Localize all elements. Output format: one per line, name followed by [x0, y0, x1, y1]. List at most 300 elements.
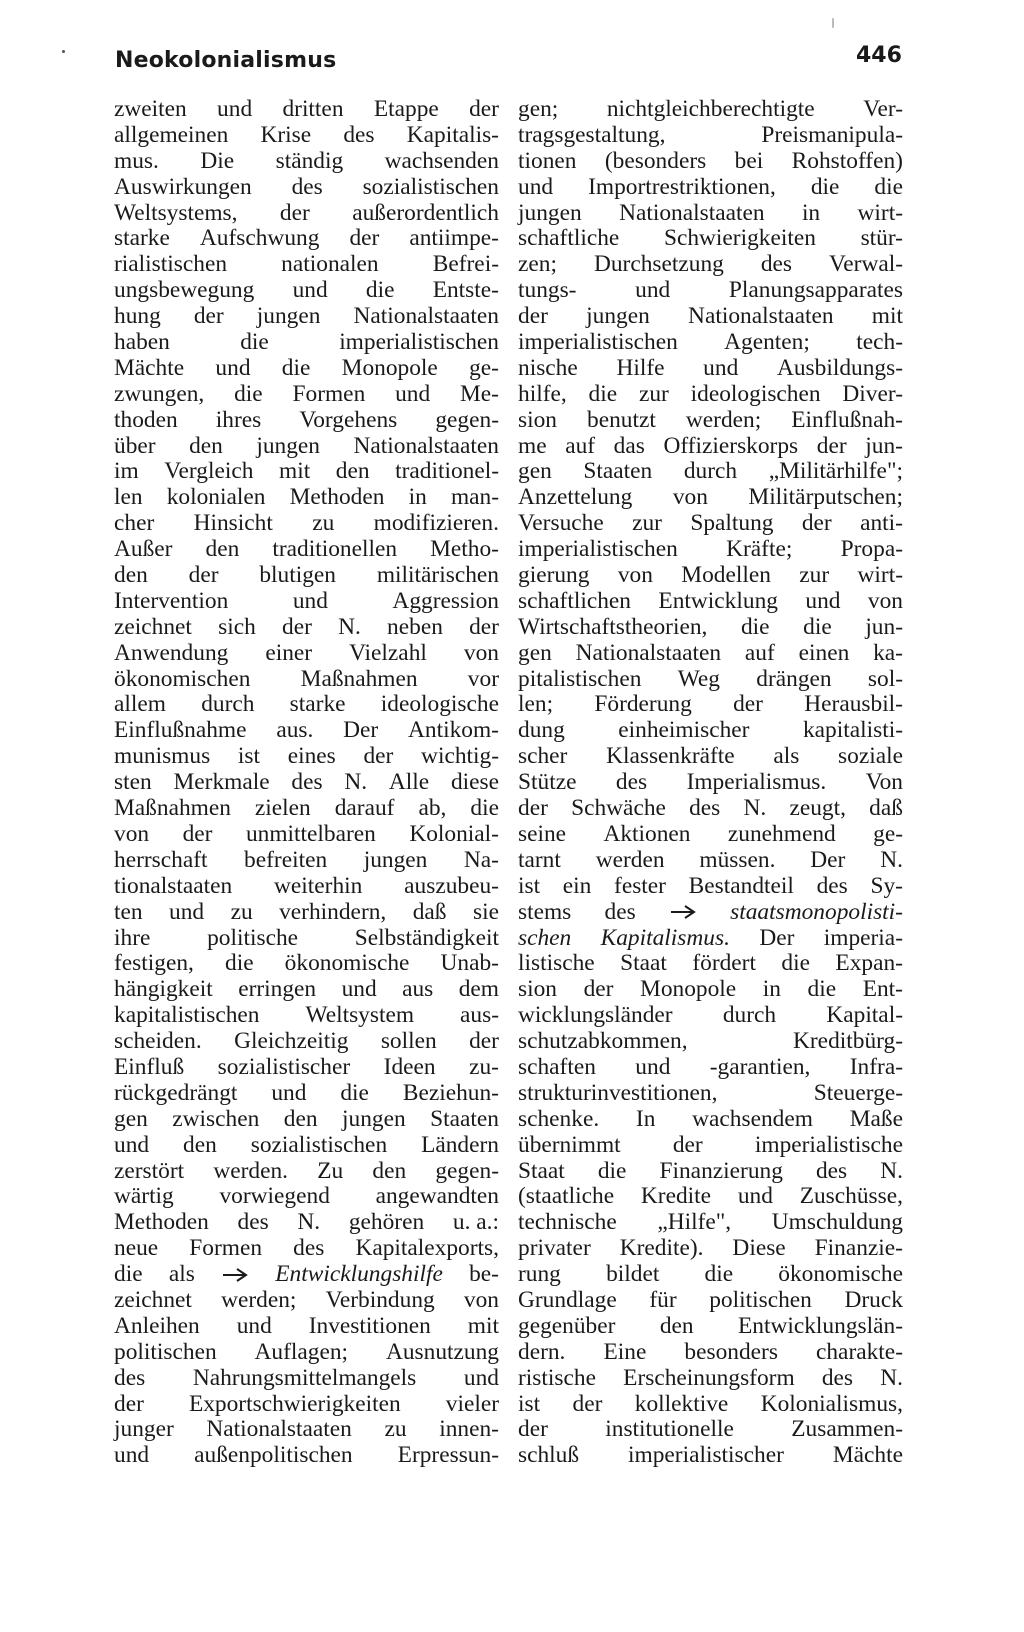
text-line — [114, 1184, 499, 1210]
word: und — [114, 1442, 150, 1469]
word: der — [114, 1390, 144, 1417]
text-line — [518, 1314, 903, 1340]
word: traditionel- — [395, 458, 499, 485]
word: imperialistischen — [518, 536, 678, 563]
word: Imperialismus. — [686, 769, 827, 796]
word: der — [282, 613, 312, 640]
word: Monopole — [341, 354, 438, 381]
word: len — [114, 484, 143, 511]
word: Kapital- — [826, 1002, 903, 1029]
word: Nationalstaaten — [619, 199, 765, 226]
word: neben — [387, 613, 443, 640]
word: einer — [265, 639, 313, 666]
text-line — [518, 1107, 903, 1133]
word: werden; — [685, 406, 762, 433]
word: Zusammen- — [791, 1416, 903, 1443]
text-line — [114, 459, 499, 485]
word: Der — [343, 717, 379, 744]
word: von — [867, 587, 903, 614]
word: Einflußnahme — [114, 717, 247, 744]
word: als — [773, 743, 800, 770]
word: werden; — [221, 1286, 297, 1313]
text-line — [114, 692, 499, 718]
text-line — [518, 201, 903, 227]
word: Intervention — [114, 587, 229, 614]
word: Methoden — [114, 1209, 209, 1236]
word: verhindern, — [279, 898, 387, 925]
word: „Hilfe", — [657, 1209, 732, 1236]
text-line — [518, 175, 903, 201]
text-line — [114, 848, 499, 874]
word: mus. — [114, 147, 159, 174]
text-line — [518, 459, 903, 485]
word: stür- — [860, 225, 903, 252]
word: wirt- — [857, 562, 903, 589]
text-line — [518, 926, 903, 952]
word: ist — [518, 872, 541, 899]
word: befreiten — [244, 846, 328, 873]
word: militärischen — [376, 562, 499, 589]
word: ist — [237, 743, 260, 770]
word: fördert — [692, 950, 756, 977]
text-line — [518, 589, 903, 615]
word: N. — [338, 613, 361, 640]
word: scheiden. — [114, 1028, 202, 1055]
text-line — [518, 744, 903, 770]
word: Eine — [603, 1338, 647, 1365]
word: Druck — [844, 1286, 903, 1313]
word: der — [349, 225, 380, 252]
word: gen; — [518, 96, 559, 122]
word: der — [279, 199, 310, 226]
word: einen — [798, 639, 850, 666]
text-line — [114, 1314, 499, 1340]
word: gehören — [348, 1209, 425, 1236]
word: Schwäche — [571, 795, 666, 822]
word: ökonomischen — [114, 665, 251, 692]
word: Nationalstaaten — [688, 303, 834, 330]
word: thoden — [114, 406, 178, 433]
word: rung — [518, 1261, 561, 1288]
word: Kreditbürg- — [793, 1028, 903, 1055]
word: Entwicklungslän- — [737, 1312, 903, 1339]
word: Offizierskorps — [663, 432, 799, 459]
word: zerstört — [114, 1157, 185, 1184]
word: Ländern — [421, 1131, 499, 1158]
word: listische — [518, 950, 595, 977]
word: institutionelle — [605, 1416, 734, 1443]
word: die — [365, 277, 395, 304]
text-line — [114, 718, 499, 744]
word: technische — [518, 1209, 617, 1236]
word: len; — [518, 691, 554, 718]
text-line — [518, 1003, 903, 1029]
word: werden — [595, 846, 665, 873]
word: politische — [207, 924, 299, 951]
word: über — [114, 432, 156, 459]
scan-speck — [832, 18, 834, 28]
word: in — [762, 976, 781, 1003]
word: Exportschwierigkeiten — [188, 1390, 401, 1417]
word: traditionellen — [272, 536, 398, 563]
word: Förderung — [594, 691, 692, 718]
text-line — [114, 1210, 499, 1236]
text-line — [114, 1029, 499, 1055]
word: Verwal- — [828, 251, 903, 278]
word: schutzabkommen, — [518, 1028, 688, 1055]
text-line — [518, 1081, 903, 1107]
word: sich — [218, 613, 256, 640]
word: zu — [312, 510, 335, 537]
word: wichtig- — [421, 743, 499, 770]
word: nationalen — [281, 251, 379, 278]
word: Der — [759, 924, 795, 951]
word: junger — [114, 1416, 174, 1443]
text-line — [114, 822, 499, 848]
word: zeugt, — [789, 795, 846, 822]
word: staatsmonopolisti- — [730, 898, 903, 925]
word: Antikom- — [408, 717, 499, 744]
word: der — [469, 1028, 499, 1055]
word: von — [672, 484, 708, 511]
word: scher — [518, 743, 568, 770]
text-line — [114, 123, 499, 149]
text-line — [114, 744, 499, 770]
word: durch — [683, 458, 738, 485]
word: Ent- — [862, 976, 903, 1003]
text-line — [114, 1443, 499, 1469]
word: N. — [344, 769, 368, 796]
word: starke — [114, 225, 170, 252]
word: Einflußnah- — [791, 406, 903, 433]
word: Bestandteil — [688, 872, 794, 899]
word: Krise — [260, 121, 312, 148]
text-line — [518, 900, 903, 926]
word: die — [340, 1079, 369, 1106]
word: politischen — [114, 1338, 217, 1365]
word: in — [408, 484, 427, 511]
word: seine — [518, 820, 567, 847]
text-line — [518, 1210, 903, 1236]
word: und — [463, 1364, 499, 1391]
text-line — [114, 589, 499, 615]
word: den — [114, 562, 148, 589]
word: Von — [865, 769, 903, 796]
word: gegenüber — [518, 1312, 616, 1339]
word: sozialistischen — [362, 173, 499, 200]
word: zielen — [254, 795, 311, 822]
word: und — [635, 1053, 671, 1080]
word: wirt- — [857, 199, 903, 226]
word: den — [189, 432, 223, 459]
word: die — [807, 976, 837, 1003]
word: der — [583, 976, 614, 1003]
text-line — [518, 1392, 903, 1418]
word: Etappe — [373, 96, 439, 122]
word: weiterhin — [274, 872, 363, 899]
word: Kredite — [640, 1183, 712, 1210]
word: antiimpe- — [409, 225, 499, 252]
text-line — [114, 201, 499, 227]
word: und — [292, 277, 328, 304]
word: jun- — [865, 613, 903, 640]
word: zur — [799, 562, 830, 589]
word: rückgedrängt — [114, 1079, 238, 1106]
text-line — [114, 434, 499, 460]
word: wachsendem — [692, 1105, 813, 1132]
word: Diver- — [842, 380, 903, 407]
word: des — [815, 1157, 848, 1184]
text-line — [518, 278, 903, 304]
text-line — [518, 304, 903, 330]
text-line — [114, 1392, 499, 1418]
word: des — [237, 1209, 269, 1236]
word: und — [805, 587, 841, 614]
word: imperialistischen — [339, 329, 499, 356]
text-line — [518, 330, 903, 356]
word: vor — [467, 665, 499, 692]
word: sozialistischer — [217, 1053, 351, 1080]
word: Entwicklung — [658, 587, 778, 614]
word: aus — [402, 976, 434, 1003]
page-number: 446 — [856, 43, 902, 68]
word: sozialistischen — [250, 1131, 388, 1158]
word: Zuschüsse, — [799, 1183, 903, 1210]
word: Erpressun- — [397, 1442, 499, 1469]
word: des — [821, 1364, 854, 1391]
word: ökonomische — [284, 950, 410, 977]
word: einheimischer — [618, 717, 750, 744]
word: übernimmt — [518, 1131, 621, 1158]
word: soziale — [838, 743, 903, 770]
word: Weg — [677, 665, 720, 692]
word: und — [395, 380, 431, 407]
word: schaften — [518, 1053, 596, 1080]
word: des — [689, 795, 721, 822]
word: innen- — [439, 1416, 499, 1443]
text-line — [518, 1340, 903, 1366]
word: zweiten — [114, 96, 187, 122]
word: schaftlichen — [518, 587, 632, 614]
word: des — [291, 173, 323, 200]
text-line — [114, 226, 499, 252]
word: Nationalstaaten — [353, 432, 499, 459]
word: Kapitalexports, — [355, 1235, 499, 1262]
word: des — [293, 1235, 325, 1262]
word: imperialistischer — [628, 1442, 784, 1469]
word: zur — [638, 380, 669, 407]
word: die — [874, 173, 903, 200]
word: der — [733, 691, 763, 718]
word: zunehmend — [727, 820, 836, 847]
word: modifizieren. — [373, 510, 499, 537]
word: tech- — [856, 329, 903, 356]
text-line — [114, 1262, 499, 1288]
word: vorwiegend — [219, 1183, 330, 1210]
word: dem — [458, 976, 499, 1003]
word: Kapitalismus. — [600, 924, 730, 951]
word: müssen. — [699, 846, 776, 873]
text-line — [518, 1262, 903, 1288]
word: wärtig — [114, 1183, 174, 1210]
word: zeichnet — [114, 613, 192, 640]
word: Spaltung — [690, 510, 774, 537]
word: die — [704, 1261, 734, 1288]
word: der — [363, 743, 394, 770]
word: -garantien, — [709, 1053, 811, 1080]
word: unmittelbaren — [245, 820, 376, 847]
word: das — [613, 432, 645, 459]
word: pitalistischen — [518, 665, 642, 692]
word: Merkmale — [173, 769, 270, 796]
word: der — [816, 432, 847, 459]
text-line — [114, 874, 499, 900]
word: imperialistische — [754, 1131, 903, 1158]
word: Wirtschaftstheorien, — [518, 613, 708, 640]
word: Ideen — [383, 1053, 436, 1080]
word: gegen- — [435, 1157, 499, 1184]
word: im — [114, 458, 139, 485]
word: von — [463, 639, 499, 666]
word: den — [372, 1157, 407, 1184]
word: ideologische — [380, 691, 499, 718]
word: (staatliche — [518, 1183, 615, 1210]
word: die — [240, 329, 269, 356]
word: schaftliche — [518, 225, 620, 252]
text-line — [518, 356, 903, 382]
word: ideologischen — [690, 380, 821, 407]
word: Aggression — [392, 587, 499, 614]
text-line — [518, 434, 903, 460]
word: gierung — [518, 562, 590, 589]
word: Staat — [518, 1157, 565, 1184]
word: wachsenden — [384, 147, 499, 174]
text-line — [518, 123, 903, 149]
scan-speck — [62, 50, 65, 53]
word: N. — [880, 1364, 903, 1391]
text-line — [114, 1366, 499, 1392]
word: tarnt — [518, 846, 561, 873]
word: Weltsystem — [305, 1002, 415, 1029]
word: Grundlage — [518, 1286, 617, 1313]
word: Finanzie- — [814, 1235, 903, 1262]
text-line — [518, 874, 903, 900]
word: mit — [467, 1312, 499, 1339]
word: Der — [810, 846, 846, 873]
word: Selbständigkeit — [354, 924, 499, 951]
word: jungen — [256, 432, 321, 459]
word: u. a.: — [452, 1209, 499, 1236]
word: kollektive — [634, 1390, 729, 1417]
word: der — [469, 613, 499, 640]
word: Monopole — [640, 976, 737, 1003]
word: schenke. — [518, 1105, 600, 1132]
word: zu — [384, 1416, 407, 1443]
word: den — [205, 536, 240, 563]
text-line — [114, 900, 499, 926]
word: Aufschwung — [199, 225, 320, 252]
word: darauf — [334, 795, 395, 822]
word: und — [292, 587, 328, 614]
word: Maße — [849, 1105, 903, 1132]
word: Agenten; — [724, 329, 810, 356]
word: festigen, — [114, 950, 194, 977]
word: Metho- — [430, 536, 499, 563]
word: die — [470, 795, 499, 822]
text-line — [114, 408, 499, 434]
word: N. — [297, 1209, 321, 1236]
word: Einfluß — [114, 1053, 185, 1080]
word: Staat — [620, 950, 667, 977]
text-line — [114, 330, 499, 356]
text-line — [518, 1443, 903, 1469]
word: nische — [518, 354, 578, 381]
word: Kapitalis- — [406, 121, 499, 148]
word: diese — [450, 769, 499, 796]
word: bildet — [606, 1261, 660, 1288]
word: charakte- — [815, 1338, 903, 1365]
word: Anwendung — [114, 639, 229, 666]
word: ein — [562, 872, 592, 899]
word: hängigkeit — [114, 976, 213, 1003]
word: Auswirkungen — [114, 173, 252, 200]
word: Maßnahmen — [114, 795, 231, 822]
word: Preismanipula- — [761, 121, 903, 148]
word: der — [469, 96, 499, 122]
word: und — [271, 1079, 307, 1106]
text-line — [518, 615, 903, 641]
word: durch — [722, 1002, 777, 1029]
word: imperia- — [823, 924, 903, 951]
running-head: Neokolonialismus — [115, 48, 337, 73]
word: der — [801, 510, 832, 537]
word: daß — [412, 898, 447, 925]
text-line — [518, 718, 903, 744]
word: die — [810, 173, 840, 200]
word: (besonders — [604, 147, 707, 174]
text-line — [114, 1159, 499, 1185]
word: auf — [565, 432, 596, 459]
word: hung — [114, 303, 161, 330]
word: strukturinvestitionen, — [518, 1079, 718, 1106]
word: und — [236, 1312, 272, 1339]
word: und — [217, 96, 253, 122]
word: zwischen — [172, 1105, 260, 1132]
text-line — [114, 1417, 499, 1443]
word: imperialistischen — [518, 329, 678, 356]
word: ge- — [873, 820, 903, 847]
word: der — [572, 1390, 603, 1417]
text-line — [114, 537, 499, 563]
word: der — [672, 1131, 703, 1158]
word: ist — [518, 1390, 541, 1417]
word: Anzettelung — [518, 484, 633, 511]
word: und — [341, 976, 377, 1003]
word: Außer — [114, 536, 173, 563]
word: fester — [614, 872, 666, 899]
word: Planungsapparates — [728, 277, 903, 304]
word: Staaten — [583, 458, 653, 485]
word: Verbindung — [325, 1286, 435, 1313]
text-line — [518, 848, 903, 874]
text-line — [114, 615, 499, 641]
word: aus. — [276, 717, 314, 744]
word: kapitalisti- — [802, 717, 903, 744]
word: der — [188, 562, 219, 589]
word: Kolonialismus, — [760, 1390, 903, 1417]
word: die — [588, 380, 618, 407]
text-line — [114, 1288, 499, 1314]
